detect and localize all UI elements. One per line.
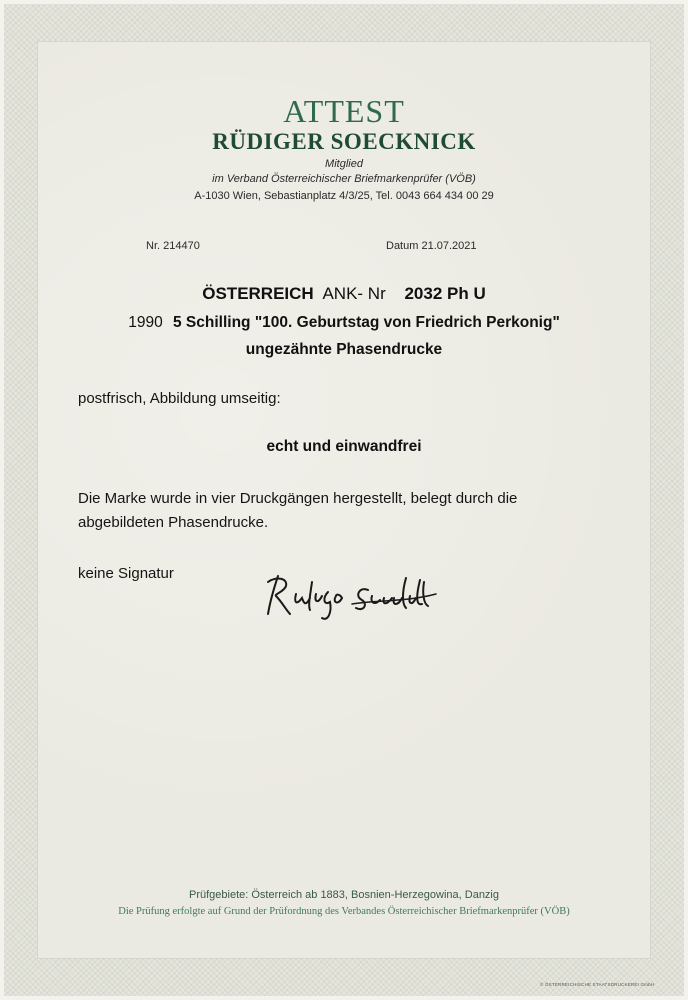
membership-label: Mitglied <box>325 158 363 170</box>
number-value: 214470 <box>163 240 200 252</box>
signature-note: keine Signatur <box>78 565 174 582</box>
note-line-1: Die Marke wurde in vier Druckgängen hergestellt, belegt durch die <box>78 490 518 507</box>
certificate-title: ATTEST <box>283 93 405 129</box>
stamp-title <box>0 314 688 332</box>
condition-text: postfrisch, Abbildung umseitig: <box>78 390 281 407</box>
printer-imprint: © ÖSTERREICHISCHE STAATSDRUCKEREI GmbH <box>540 982 655 987</box>
handwritten-signature <box>256 568 476 628</box>
catalog-number: 2032 Ph U <box>404 284 486 303</box>
note-line-2: abgebildeten Phasendrucke. <box>78 514 269 531</box>
examiner-name: RÜDIGER SOECKNICK <box>212 129 476 154</box>
certificate-number <box>146 240 200 252</box>
date-label: Datum <box>386 240 419 252</box>
address-line: A-1030 Wien, Sebastianplatz 4/3/25, Tel. 0043 664 434 00 29 <box>194 190 494 202</box>
stamp-description: 5 Schilling "100. Geburtstag von Friedrich Perkonig" <box>173 314 560 331</box>
stamp-year: 1990 <box>128 314 163 331</box>
verdict-text: echt und einwandfrei <box>266 438 422 455</box>
number-label: Nr. <box>146 240 161 252</box>
stamp-variety: ungezähnte Phasendrucke <box>245 341 443 358</box>
certificate-date <box>386 240 477 252</box>
catalog-label: ANK- Nr <box>322 284 386 303</box>
examination-basis: Die Prüfung erfolgte auf Grund der Prüfordnung des Verbandes Österreichischer Briefmarkenprüfer (VÖB) <box>118 906 570 917</box>
country: ÖSTERREICH <box>202 284 314 303</box>
stamp-heading <box>0 284 688 304</box>
date-value: 21.07.2021 <box>421 240 477 252</box>
association-line: im Verband Österreichischer Briefmarkenprüfer (VÖB) <box>212 173 476 185</box>
examination-areas: Prüfgebiete: Österreich ab 1883, Bosnien-Herzegowina, Danzig <box>188 889 499 901</box>
